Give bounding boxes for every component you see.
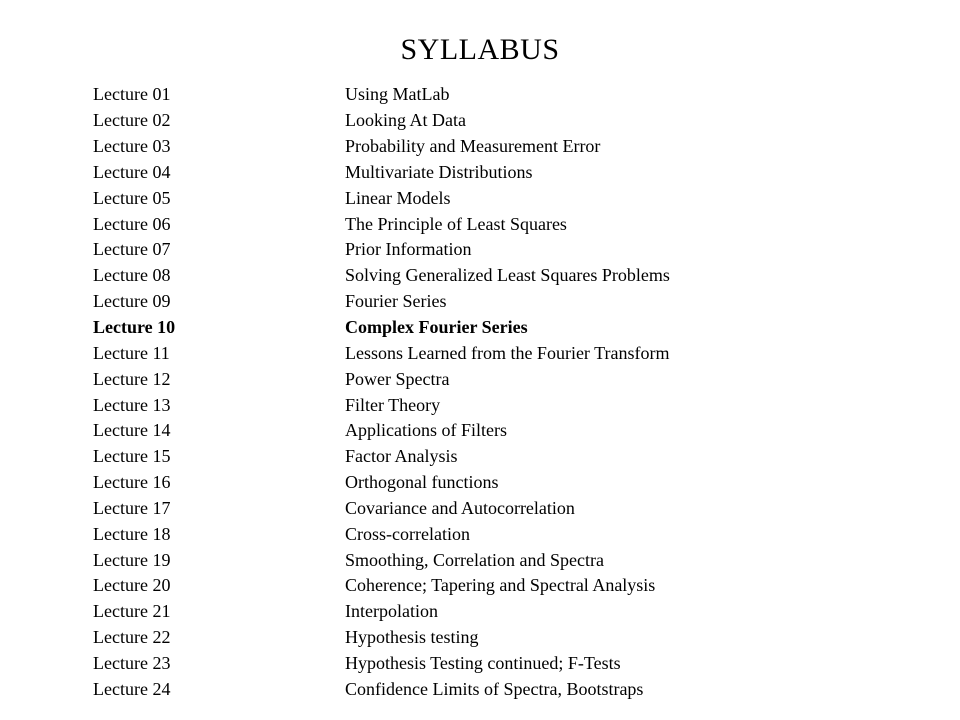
lecture-number: Lecture 06 [93, 213, 171, 234]
lecture-number: Lecture 08 [93, 265, 171, 286]
lecture-number: Lecture 23 [93, 652, 171, 673]
lecture-number: Lecture 17 [93, 497, 171, 518]
lecture-number: Lecture 09 [93, 291, 171, 312]
lecture-row [93, 289, 913, 315]
lecture-row [93, 108, 913, 134]
lecture-row [93, 340, 913, 366]
lecture-row [93, 366, 913, 392]
lecture-number: Lecture 02 [93, 110, 171, 131]
lecture-topic: Multivariate Distributions [345, 161, 533, 182]
lecture-number: Lecture 18 [93, 523, 171, 544]
lecture-topic: Lessons Learned from the Fourier Transform [345, 342, 670, 363]
lecture-number: Lecture 14 [93, 420, 171, 441]
lecture-number: Lecture 24 [93, 678, 171, 699]
lecture-number: Lecture 10 [93, 317, 176, 338]
lecture-row [93, 82, 913, 108]
lecture-topic: Hypothesis testing [345, 627, 479, 648]
lecture-row [93, 496, 913, 522]
page-title: SYLLABUS [400, 33, 560, 66]
lecture-row [93, 521, 913, 547]
lecture-number: Lecture 22 [93, 627, 171, 648]
lecture-topic: Prior Information [345, 239, 472, 260]
lecture-topic: Interpolation [345, 601, 438, 622]
lecture-topic: Confidence Limits of Spectra, Bootstraps [345, 678, 644, 699]
lecture-row [93, 444, 913, 470]
lecture-row [93, 651, 913, 677]
lecture-topic: Factor Analysis [345, 446, 458, 467]
lecture-row [93, 547, 913, 573]
lecture-topic: Orthogonal functions [345, 472, 499, 493]
lecture-row [93, 573, 913, 599]
lecture-row [93, 263, 913, 289]
lecture-number: Lecture 15 [93, 446, 171, 467]
lecture-number: Lecture 01 [93, 84, 171, 105]
lecture-row [93, 211, 913, 237]
lecture-topic: Power Spectra [345, 368, 450, 389]
lecture-row [93, 625, 913, 651]
lecture-number: Lecture 03 [93, 136, 171, 157]
lecture-topic: Probability and Measurement Error [345, 136, 601, 157]
lecture-topic: Complex Fourier Series [345, 317, 528, 338]
lecture-topic: Smoothing, Correlation and Spectra [345, 549, 604, 570]
lecture-topic: Hypothesis Testing continued; F-Tests [345, 652, 621, 673]
lecture-topic: Filter Theory [345, 394, 441, 415]
lecture-topic: Coherence; Tapering and Spectral Analysis [345, 575, 656, 596]
lecture-row [93, 185, 913, 211]
lecture-topic: Fourier Series [345, 291, 447, 312]
lecture-topic: Looking At Data [345, 110, 466, 131]
lecture-list [93, 82, 913, 702]
lecture-topic: Linear Models [345, 187, 451, 208]
lecture-row [93, 470, 913, 496]
lecture-number: Lecture 11 [93, 342, 170, 363]
lecture-row [93, 392, 913, 418]
lecture-topic: Solving Generalized Least Squares Problems [345, 265, 670, 286]
lecture-row [93, 134, 913, 160]
lecture-number: Lecture 16 [93, 472, 171, 493]
lecture-number: Lecture 12 [93, 368, 171, 389]
lecture-row [93, 160, 913, 186]
lecture-number: Lecture 20 [93, 575, 171, 596]
lecture-row [93, 676, 913, 702]
lecture-number: Lecture 07 [93, 239, 171, 260]
lecture-topic: The Principle of Least Squares [345, 213, 567, 234]
lecture-number: Lecture 05 [93, 187, 171, 208]
lecture-topic: Cross-correlation [345, 523, 470, 544]
lecture-number: Lecture 04 [93, 161, 171, 182]
lecture-row [93, 418, 913, 444]
lecture-topic: Using MatLab [345, 84, 450, 105]
lecture-number: Lecture 13 [93, 394, 171, 415]
lecture-number: Lecture 19 [93, 549, 171, 570]
lecture-topic: Covariance and Autocorrelation [345, 497, 575, 518]
lecture-topic: Applications of Filters [345, 420, 507, 441]
lecture-row-current [93, 315, 913, 341]
lecture-number: Lecture 21 [93, 601, 171, 622]
lecture-row [93, 599, 913, 625]
lecture-row [93, 237, 913, 263]
